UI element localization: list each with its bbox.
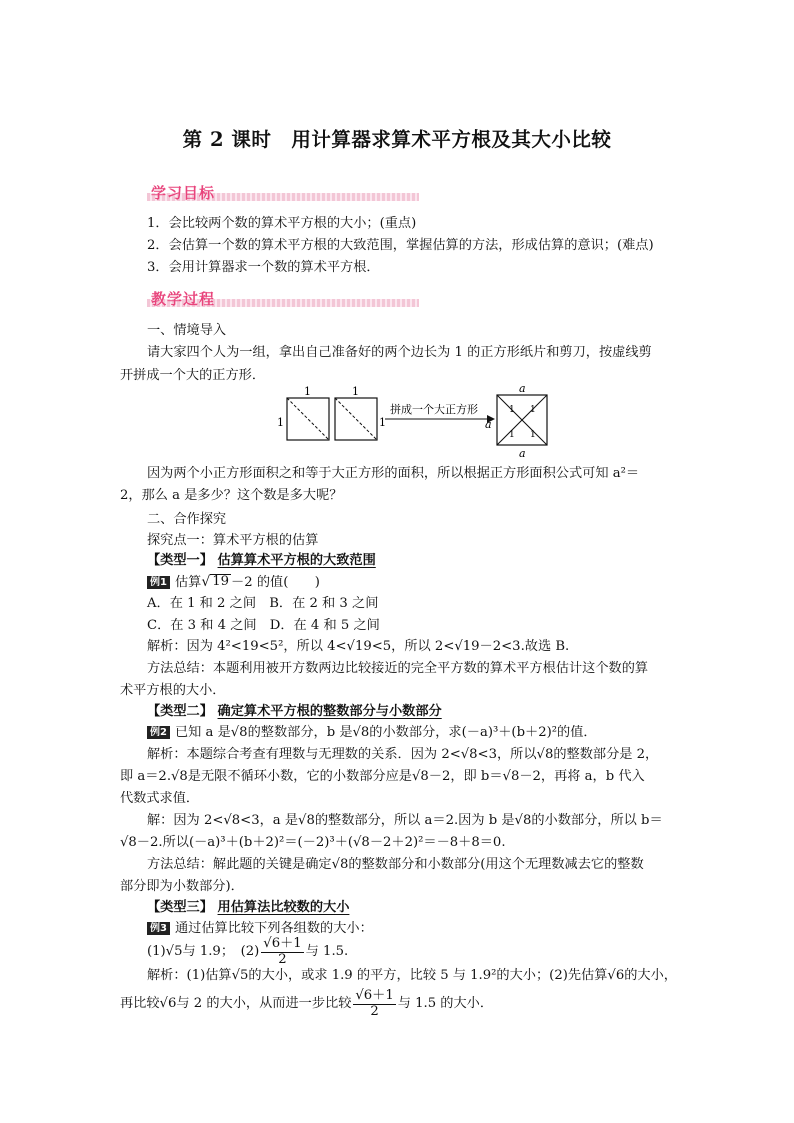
option-b: B．在 2 和 3 之间 — [269, 596, 379, 611]
type-title: 确定算术平方根的整数部分与小数部分 — [217, 704, 442, 719]
part2-heading: 二、合作探究 — [147, 512, 227, 527]
ana3-text: 再比较√6与 2 的大小，从而进一步比较 — [120, 996, 352, 1011]
denominator: 2 — [370, 1004, 379, 1019]
example-badge: 例3 — [147, 922, 170, 935]
type-tag: 【类型一】 — [147, 553, 213, 568]
part1-after: 因为两个小正方形面积之和等于大正方形的面积，所以根据正方形面积公式可知 a²＝ — [147, 466, 640, 481]
side-label: 1 — [304, 385, 311, 398]
section-label: 学习目标 — [151, 184, 216, 202]
page-title: 第 2 课时 用计算器求算术平方根及其大小比较 — [182, 128, 612, 151]
option-d: D．在 4 和 5 之间 — [269, 618, 380, 633]
example-badge: 例2 — [147, 726, 170, 739]
type-tag: 【类型三】 — [147, 900, 213, 915]
example-badge: 例1 — [147, 576, 170, 589]
big-side-label: a — [519, 447, 526, 460]
inner-label: 1 — [530, 405, 536, 415]
denominator: 2 — [278, 952, 287, 967]
option-a: A．在 1 和 2 之间 — [147, 596, 257, 611]
side-label: 1 — [277, 416, 284, 429]
inner-label: 1 — [530, 430, 536, 440]
summary2: 方法总结：解此题的关键是确定√8的整数部分和小数部分(用这个无理数减去它的整数 — [147, 857, 644, 872]
part1-heading: 一、情境导入 — [147, 323, 227, 338]
solution1: 解析：因为 4²<19<5²，所以 4<√19<5，所以 2<√19－2<3.故选 B. — [147, 639, 570, 654]
analysis3: 解析：(1)估算√5的大小，或求 1.9 的平方，比较 5 与 1.9²的大小；(2)先估算√6的大小， — [147, 968, 677, 983]
numerator: √6＋1 — [355, 988, 394, 1003]
example3-items — [147, 936, 348, 967]
section-header-goals — [147, 182, 419, 202]
ex3-item2: (2) — [240, 944, 260, 959]
ex3-item1: (1)√5与 1.9； — [147, 944, 228, 959]
option-c: C．在 3 和 4 之间 — [147, 618, 257, 633]
fraction — [353, 988, 395, 1019]
options-row — [147, 616, 380, 636]
type-tag: 【类型二】 — [147, 704, 213, 719]
radicand: 19 — [212, 574, 230, 589]
type-title: 用估算法比较数的大小 — [217, 900, 350, 915]
goal-item: 3．会用计算器求一个数的算术平方根． — [147, 260, 380, 275]
example2 — [147, 723, 597, 743]
numerator: √6＋1 — [263, 936, 302, 951]
ex1-text: 估算 — [174, 575, 202, 590]
example1: 例1 估算 √ 19 －2 的值( ) — [147, 572, 320, 593]
summary2: 部分即为小数部分)． — [120, 879, 244, 894]
explore-point: 探究点一：算术平方根的估算 — [147, 533, 319, 548]
type2-heading — [147, 702, 442, 722]
ex1-text: －2 的值( ) — [231, 575, 320, 590]
big-side-label: a — [485, 418, 492, 431]
goal-item: 2．会估算一个数的算术平方根的大致范围，掌握估算的方法，形成估算的意识；(难点) — [147, 238, 654, 253]
part1-text: 开拼成一个大的正方形． — [120, 368, 266, 383]
analysis2: 即 a＝2.√8是无限不循环小数，它的小数部分应是√8－2，即 b＝√8－2，再将 a，b 代入 — [120, 769, 645, 784]
summary1: 术平方根的大小． — [120, 683, 226, 698]
type1-heading — [147, 551, 376, 571]
part1-text: 请大家四个人为一组，拿出自己准备好的两个边长为 1 的正方形纸片和剪刀，按虚线剪 — [147, 345, 652, 360]
side-label: 1 — [352, 385, 359, 398]
fraction — [261, 936, 303, 967]
inner-label: 1 — [509, 430, 515, 440]
goal-item: 1．会比较两个数的算术平方根的大小；(重点) — [147, 216, 417, 231]
type-title: 估算算术平方根的大致范围 — [217, 553, 376, 568]
section-label: 教学过程 — [151, 290, 216, 308]
arrow-label: 拼成一个大正方形 — [390, 403, 478, 416]
ana3-text: 与 1.5 的大小． — [397, 996, 494, 1011]
section-header-process — [147, 288, 419, 308]
dashed-cut — [287, 398, 329, 440]
type3-heading — [147, 898, 349, 918]
ex3-item2: 与 1.5. — [305, 944, 349, 959]
side-label: 1 — [379, 416, 386, 429]
square-cutting-diagram — [275, 385, 565, 465]
dashed-cut — [335, 398, 377, 440]
big-side-label: a — [519, 385, 526, 395]
analysis2: 代数式求值． — [120, 791, 200, 806]
analysis2: 解析：本题综合考查有理数与无理数的关系．因为 2<√8<3，所以√8的整数部分是 2， — [147, 747, 659, 762]
solution2: 解：因为 2<√8<3，a 是√8的整数部分，所以 a＝2.因为 b 是√8的小数部分，所以 b＝ — [147, 813, 663, 828]
part1-after: 2，那么 a 是多少？这个数是多大呢？ — [120, 488, 343, 503]
options-row — [147, 594, 378, 614]
analysis3 — [120, 988, 493, 1019]
ex2-text: 已知 a 是√8的整数部分，b 是√8的小数部分，求(－a)³＋(b＋2)²的值． — [174, 725, 597, 740]
inner-label: 1 — [509, 405, 515, 415]
solution2: √8－2.所以(－a)³＋(b＋2)²＝(－2)³＋(√8－2＋2)²＝－8＋8＝0. — [120, 835, 506, 850]
ex3-text: 通过估算比较下列各组数的大小： — [174, 921, 373, 936]
summary1: 方法总结：本题利用被开方数两边比较接近的完全平方数的算术平方根估计这个数的算 — [147, 661, 649, 676]
